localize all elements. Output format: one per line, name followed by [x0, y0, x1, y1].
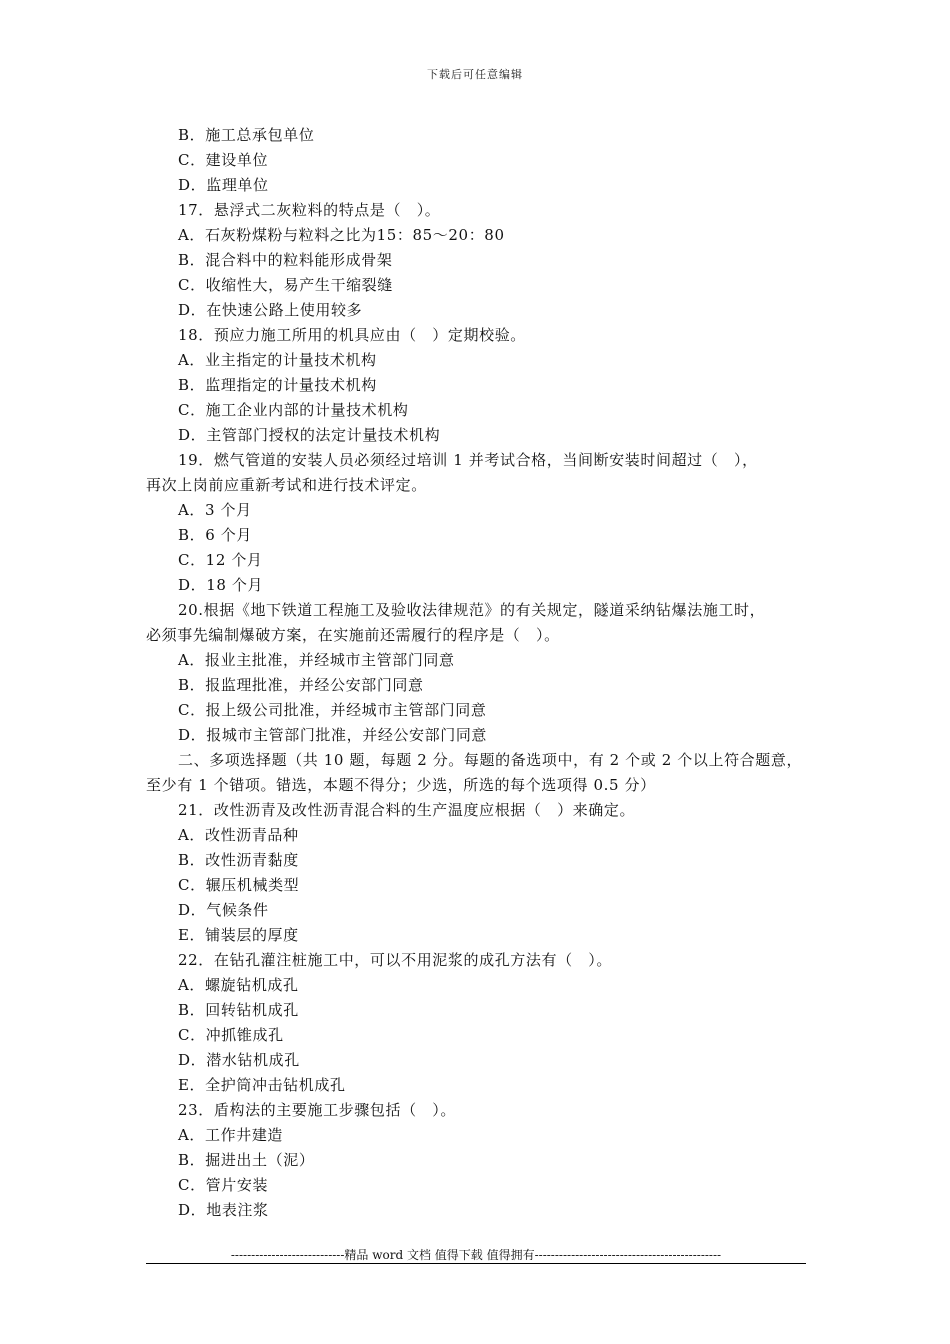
- text-line: C．报上级公司批准，并经城市主管部门同意: [178, 701, 487, 719]
- page-header: 下载后可任意编辑: [427, 68, 523, 81]
- text-line: B．6 个月: [178, 526, 252, 544]
- text-line: B．掘进出土（泥）: [178, 1151, 315, 1169]
- text-line: 22．在钻孔灌注桩施工中，可以不用泥浆的成孔方法有（ ）。: [178, 951, 612, 969]
- text-line: 21．改性沥青及改性沥青混合料的生产温度应根据（ ）来确定。: [178, 801, 636, 819]
- text-line: B．改性沥青黏度: [178, 851, 299, 869]
- text-line: B．施工总承包单位: [178, 126, 315, 144]
- text-line: A．改性沥青品种: [178, 826, 299, 844]
- text-line: C．收缩性大，易产生干缩裂缝: [178, 276, 393, 294]
- text-line: 17．悬浮式二灰粒料的特点是（ ）。: [178, 201, 441, 219]
- text-line: C．辗压机械类型: [178, 876, 300, 894]
- text-line: E．铺装层的厚度: [178, 926, 299, 944]
- text-line: B．回转钻机成孔: [178, 1001, 299, 1019]
- text-line: D．地表注浆: [178, 1201, 269, 1219]
- text-line: A．3 个月: [178, 501, 252, 519]
- text-line: A．石灰粉煤粉与粒料之比为15：85～20：80: [178, 226, 505, 244]
- text-line: 必须事先编制爆破方案，在实施前还需履行的程序是（ ）。: [146, 626, 560, 644]
- text-line: D．监理单位: [178, 176, 269, 194]
- text-line: A．工作井建造: [178, 1126, 284, 1144]
- text-line: 20.根据《地下铁道工程施工及验收法律规范》的有关规定，隧道采纳钻爆法施工时，: [178, 601, 766, 619]
- text-line: 至少有 1 个错项。错选，本题不得分；少选，所选的每个选项得 0.5 分）: [146, 776, 656, 794]
- text-line: C．12 个月: [178, 551, 263, 569]
- text-line: A．业主指定的计量技术机构: [178, 351, 377, 369]
- text-line: B．混合料中的粒料能形成骨架: [178, 251, 393, 269]
- text-line: C．冲抓锥成孔: [178, 1026, 284, 1044]
- text-line: B．监理指定的计量技术机构: [178, 376, 377, 394]
- text-line: C．建设单位: [178, 151, 269, 169]
- text-line: D．气候条件: [178, 901, 269, 919]
- text-line: 23．盾构法的主要施工步骤包括（ ）。: [178, 1101, 456, 1119]
- document-body: [146, 123, 811, 1223]
- text-line: 19．燃气管道的安装人员必须经过培训 1 并考试合格，当间断安装时间超过（ ），: [178, 451, 758, 469]
- text-line: D．18 个月: [178, 576, 264, 594]
- text-line: C．施工企业内部的计量技术机构: [178, 401, 409, 419]
- text-line: 18．预应力施工所用的机具应由（ ）定期校验。: [178, 326, 526, 344]
- text-line: E．全护筒冲击钻机成孔: [178, 1076, 346, 1094]
- text-line: C．管片安装: [178, 1176, 269, 1194]
- text-line: D．主管部门授权的法定计量技术机构: [178, 426, 441, 444]
- text-line: A．螺旋钻机成孔: [178, 976, 299, 994]
- text-line: D．潜水钻机成孔: [178, 1051, 300, 1069]
- text-line: B．报监理批准，并经公安部门同意: [178, 676, 424, 694]
- text-line: A．报业主批准，并经城市主管部门同意: [178, 651, 455, 669]
- page-footer: ----------------------------精品 word 文档 值得下载 值得拥有----------------------------------------------: [230, 1248, 722, 1262]
- footer-rule: [146, 1263, 806, 1264]
- text-line: 再次上岗前应重新考试和进行技术评定。: [146, 476, 427, 494]
- text-line: D．在快速公路上使用较多: [178, 301, 363, 319]
- text-line: 二、多项选择题（共 10 题，每题 2 分。每题的备选项中，有 2 个或 2 个以上符合题意，: [178, 751, 803, 769]
- text-line: D．报城市主管部门批准，并经公安部门同意: [178, 726, 488, 744]
